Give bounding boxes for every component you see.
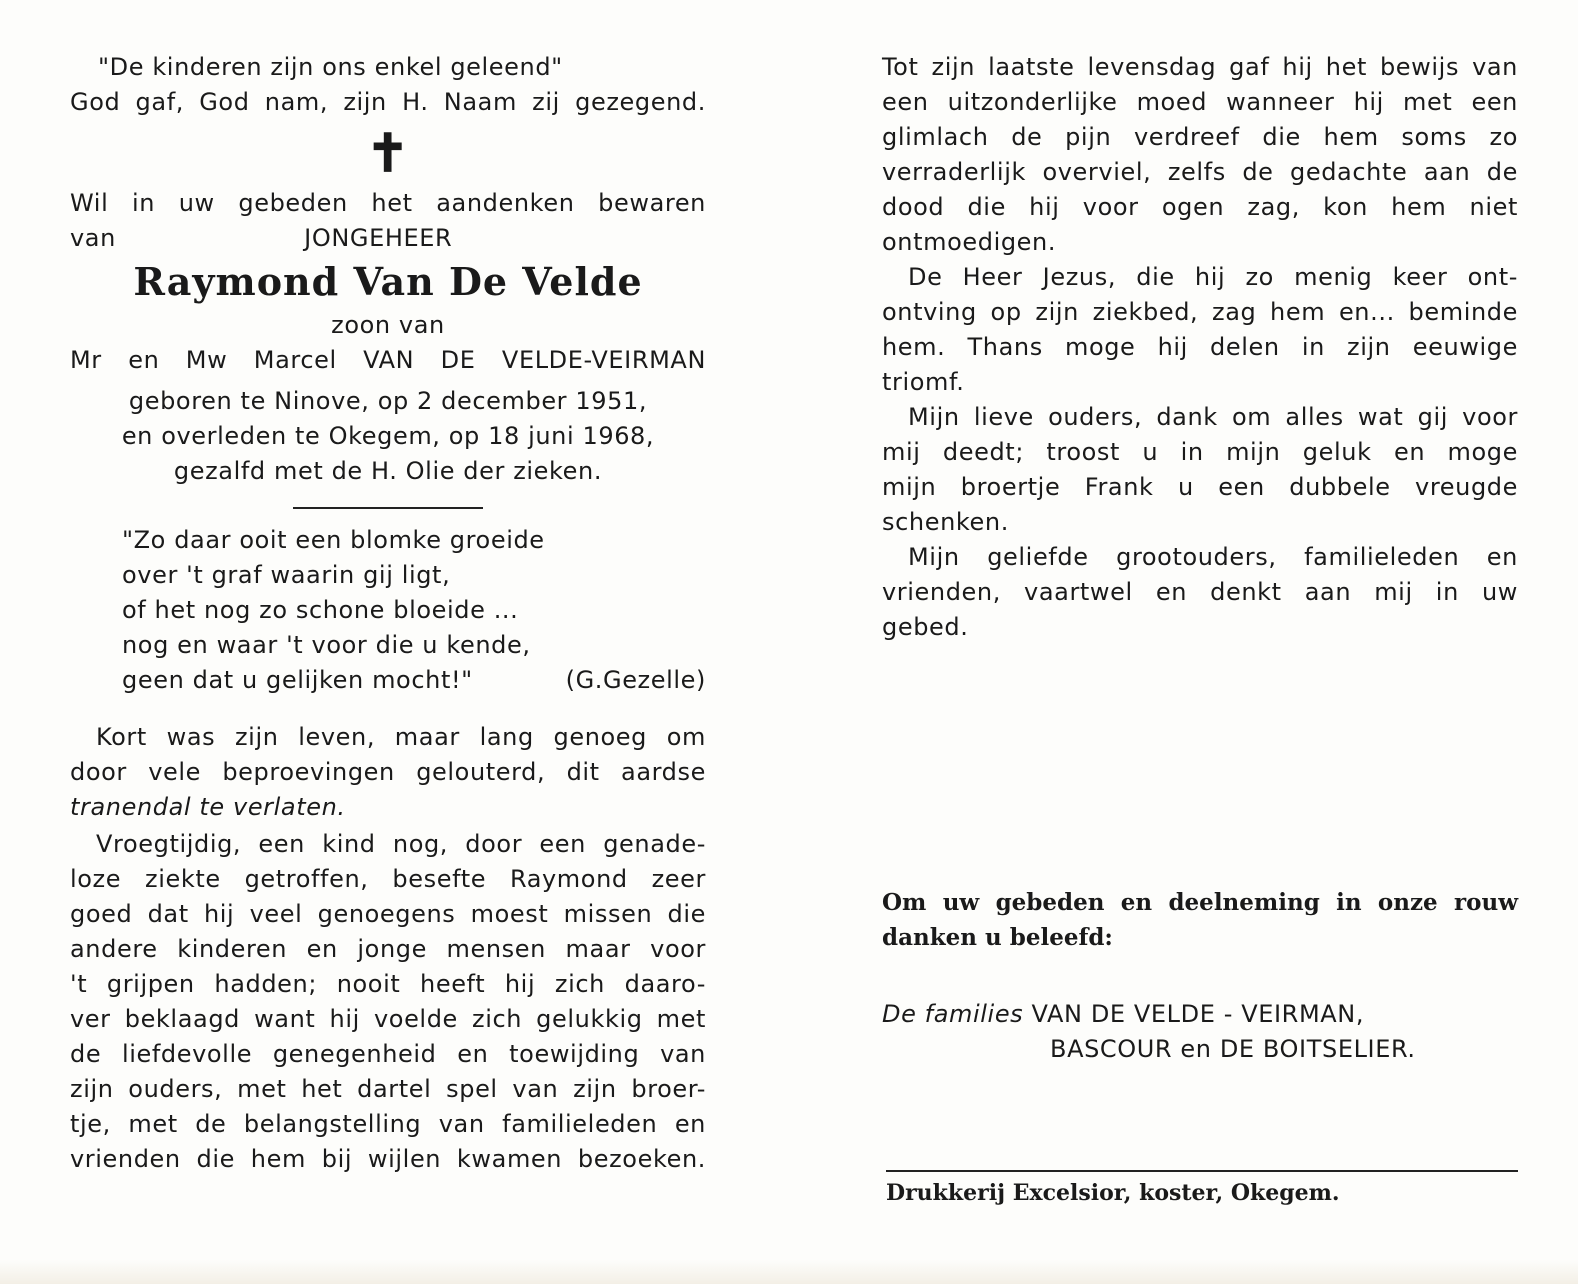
text-line: mijn broertje Frank u een dubbele vreugde [882, 473, 1518, 501]
poem-line: of het nog zo schone bloeide ... [122, 596, 519, 624]
families-line-1 [882, 997, 1518, 1032]
left-paragraph-1 [70, 720, 706, 825]
right-paragraph-4 [882, 540, 1518, 645]
text-line: hem. Thans moge hij delen in zijn eeuwige [882, 333, 1518, 361]
son-of: zoon van [331, 311, 445, 339]
text-line: dood die hij voor ogen zag, kon hem niet [882, 193, 1518, 221]
text-line: door vele beproevingen gelouterd, dit aardse [70, 758, 706, 786]
divider-rule [293, 507, 483, 509]
thanks-line: Om uw gebeden en deelneming in onze rouw [882, 889, 1518, 916]
right-paragraph-2 [882, 260, 1518, 400]
paper-edge [0, 1260, 1578, 1284]
text-line: triomf. [882, 368, 965, 396]
printer-credit: Drukkerij Excelsior, koster, Okegem. [886, 1180, 1340, 1206]
text-line: verraderlijk overviel, zelfs de gedachte aan de [882, 158, 1518, 186]
right-column [882, 50, 1518, 645]
text-line: Mijn geliefde grootouders, familieleden en [908, 543, 1518, 571]
text-line: De Heer Jezus, die hij zo menig keer ont- [908, 263, 1518, 291]
text-line: Mijn lieve ouders, dank om alles wat gij voor [908, 403, 1518, 431]
text-line: ontving op zijn ziekbed, zag hem en... beminde [882, 298, 1518, 326]
text-line: goed dat hij veel genoegens moest missen die [70, 900, 706, 928]
text-line: de liefdevolle genegenheid en toewijding van [70, 1040, 706, 1068]
text-line: tje, met de belangstelling van familieleden en [70, 1110, 706, 1138]
families-name-2: BASCOUR en DE BOITSELIER. [1050, 1035, 1416, 1063]
text-line: Kort was zijn leven, maar lang genoeg om [96, 723, 706, 751]
right-paragraph-3 [882, 400, 1518, 540]
text-line: andere kinderen en jonge mensen maar voor [70, 935, 706, 963]
text-line: vrienden, vaartwel en denkt aan mij in uw [882, 578, 1518, 606]
text-line: loze ziekte getroffen, besefte Raymond zeer [70, 865, 706, 893]
right-paragraph-1 [882, 50, 1518, 260]
intro-van: van [70, 224, 116, 252]
text-line: tranendal te verlaten. [70, 793, 346, 821]
text-line: glimlach de pijn verdreef die hem soms zo [882, 123, 1518, 151]
families-block [882, 997, 1518, 1067]
intro-van-row [70, 221, 706, 256]
deceased-name: Raymond Van De Velde [133, 259, 643, 304]
birth-info: geboren te Ninove, op 2 december 1951, [128, 387, 648, 415]
thanks-line: danken u beleefd: [882, 924, 1113, 951]
poem-line: nog en waar 't voor die u kende, [122, 631, 531, 659]
text-line: ver beklaagd want hij voelde zich gelukkig met [70, 1005, 706, 1033]
poem-last-row [122, 663, 706, 698]
text-line: een uitzonderlijke moed wanneer hij met een [882, 88, 1518, 116]
text-line: mij deedt; troost u in mijn geluk en moge [882, 438, 1518, 466]
left-column [70, 50, 706, 1177]
poem-line: geen dat u gelijken mocht!" [122, 666, 473, 694]
motto-line-1: "De kinderen zijn ons enkel geleend" [98, 53, 563, 81]
printer-divider [886, 1170, 1518, 1172]
text-line: zijn ouders, met het dartel spel van zijn broer- [70, 1075, 706, 1103]
anointed-info: gezalfd met de H. Olie der zieken. [173, 457, 603, 485]
text-line: Vroegtijdig, een kind nog, door een genade- [96, 830, 706, 858]
poem-line: over 't graf waarin gij ligt, [122, 561, 451, 589]
thanks-block [882, 885, 1518, 955]
text-line: vrienden die hem bij wijlen kwamen bezoeken. [70, 1145, 706, 1173]
text-line: 't grijpen hadden; nooit heeft hij zich daaro- [70, 970, 706, 998]
text-line: schenken. [882, 508, 1009, 536]
deceased-title: JONGEHEER [304, 224, 453, 252]
spacer [70, 698, 706, 720]
text-line: ontmoedigen. [882, 228, 1057, 256]
motto-line-2: God gaf, God nam, zijn H. Naam zij gezegend. [70, 88, 706, 116]
families-prefix: De families [882, 1000, 1024, 1028]
left-paragraph-2 [70, 827, 706, 1177]
death-info: en overleden te Okegem, op 18 juni 1968, [121, 422, 655, 450]
text-line: Tot zijn laatste levensdag gaf hij het bewijs van [882, 53, 1518, 81]
cross-icon: ✝ [365, 123, 411, 184]
poem [70, 523, 706, 698]
poem-line: "Zo daar ooit een blomke groeide [122, 526, 545, 554]
intro-line: Wil in uw gebeden het aandenken bewaren [70, 189, 706, 217]
poem-author: (G.Gezelle) [565, 666, 706, 694]
families-name-1: VAN DE VELDE - VEIRMAN, [1031, 1000, 1365, 1028]
text-line: gebed. [882, 613, 969, 641]
parents: Mr en Mw Marcel VAN DE VELDE-VEIRMAN [70, 346, 706, 374]
